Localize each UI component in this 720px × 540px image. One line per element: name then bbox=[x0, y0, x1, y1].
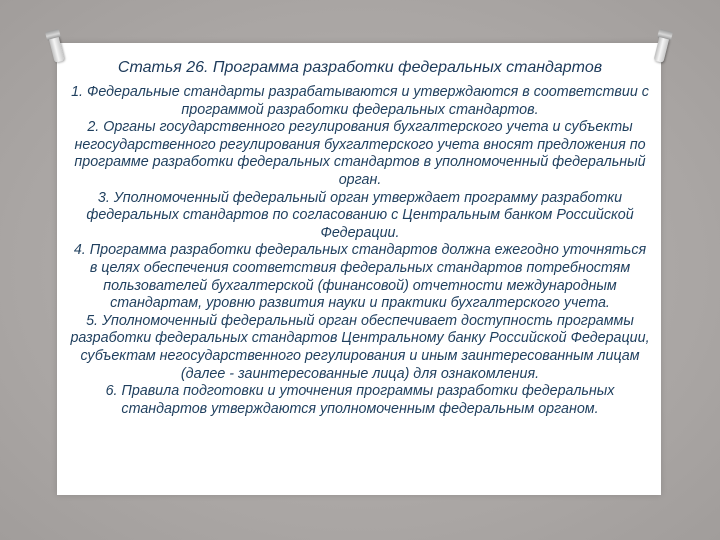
paragraph-3: 3. Уполномоченный федеральный орган утверждает программу разработки федеральных стандартов по согласованию с Центральным банком Российской Федерации. bbox=[86, 189, 634, 241]
paragraph-4: 4. Программа разработки федеральных стандартов должна ежегодно уточняться в целях обеспечения соответствия федеральных стандартов потребностям пользователей бухгалтерской (финансовой) отчетности международным стандартам, уровню развития науки и практики бухгалтерского учета. bbox=[73, 242, 647, 312]
slide-text bbox=[70, 58, 650, 418]
paragraph-1: 1. Федеральные стандарты разрабатываются и утверждаются в соответствии с программой разработки федеральных стандартов. bbox=[71, 84, 649, 118]
slide-title: Статья 26. Программа разработки федеральных стандартов bbox=[117, 59, 603, 76]
paragraph-6: 6. Правила подготовки и уточнения программы разработки федеральных стандартов утверждаются уполномоченным федеральным органом. bbox=[105, 383, 615, 417]
paragraph-5: 5. Уполномоченный федеральный орган обеспечивает доступность программы разработки федеральных стандартов Центральному банку Российской Федерации, субъектам негосударственного регулирования и иным заинтересованным лицам (далее - заинтересованные лица) для ознакомления. bbox=[70, 312, 650, 382]
pushpin-icon bbox=[651, 29, 673, 65]
paragraph-2: 2. Органы государственного регулирования бухгалтерского учета и субъекты негосударственного регулирования бухгалтерского учета вносят предложения по программе разработки федеральных стандартов в уполномоченный федеральный орган. bbox=[74, 119, 646, 188]
